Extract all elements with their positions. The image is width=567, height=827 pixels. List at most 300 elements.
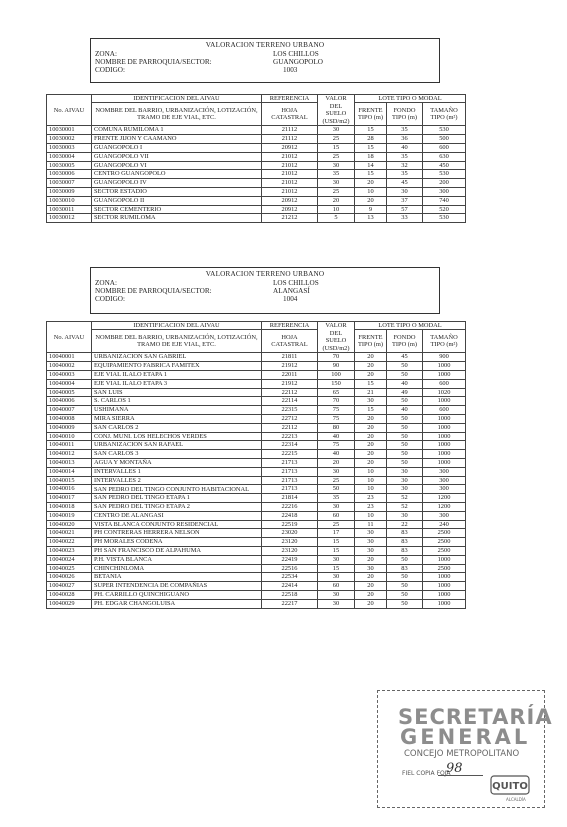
cell-valor: 30 — [318, 573, 355, 582]
cell-hoja: 21012 — [262, 161, 318, 170]
cell-hoja: 21112 — [262, 135, 318, 144]
cell-hoja: 21713 — [262, 467, 318, 476]
cell-frente: 20 — [355, 196, 387, 205]
cell-valor: 30 — [318, 555, 355, 564]
col-aivau-header: No. AIVAU — [47, 95, 92, 126]
parroquia-row — [91, 58, 439, 66]
table-row — [47, 485, 466, 494]
cell-aivau: 10040004 — [47, 379, 92, 388]
cell-frente: 20 — [355, 450, 387, 459]
cell-valor: 70 — [318, 397, 355, 406]
cell-fondo: 35 — [387, 152, 423, 161]
cell-valor: 15 — [318, 546, 355, 555]
cell-fondo: 83 — [387, 529, 423, 538]
cell-valor: 25 — [318, 520, 355, 529]
cell-tamano: 1000 — [423, 458, 466, 467]
cell-aivau: 10040017 — [47, 494, 92, 503]
cell-barrio: CENTRO DE ALANGASI — [92, 511, 262, 520]
cell-hoja: 21112 — [262, 126, 318, 135]
cell-fondo: 33 — [387, 214, 423, 223]
cell-hoja: 21912 — [262, 362, 318, 371]
cell-valor: 30 — [318, 590, 355, 599]
cell-barrio: SECTOR CEMENTERIO — [92, 205, 262, 214]
cell-fondo: 83 — [387, 546, 423, 555]
cell-frente: 10 — [355, 476, 387, 485]
cell-tamano: 600 — [423, 406, 466, 415]
cell-valor: 25 — [318, 476, 355, 485]
cell-hoja: 21212 — [262, 214, 318, 223]
cell-barrio: GUANGOPOLO I — [92, 144, 262, 153]
cell-frente: 23 — [355, 502, 387, 511]
cell-barrio: MIRA SIERRA — [92, 414, 262, 423]
cell-barrio: FRENTE JIJON Y CAAMANO — [92, 135, 262, 144]
table-row — [47, 187, 466, 196]
cell-fondo: 50 — [387, 371, 423, 380]
cell-tamano: 500 — [423, 135, 466, 144]
cell-aivau: 10030012 — [47, 214, 92, 223]
cell-valor: 15 — [318, 144, 355, 153]
stamp-line2: GENERAL — [400, 725, 531, 749]
table-row — [47, 362, 466, 371]
cell-valor: 30 — [318, 179, 355, 188]
cell-fondo: 50 — [387, 458, 423, 467]
parroquia-value: GUANGOPOLO — [273, 57, 323, 66]
table-row — [47, 546, 466, 555]
cell-fondo: 35 — [387, 126, 423, 135]
cell-barrio: PH. EDGAR CHANGOLUISA — [92, 599, 262, 608]
cell-frente: 10 — [355, 187, 387, 196]
cell-tamano: 740 — [423, 196, 466, 205]
zona-value: LOS CHILLOS — [273, 278, 319, 287]
cell-tamano: 1200 — [423, 502, 466, 511]
cell-tamano: 1020 — [423, 388, 466, 397]
cell-aivau: 10040007 — [47, 406, 92, 415]
cell-aivau: 10040016 — [47, 485, 92, 494]
cell-tamano: 200 — [423, 179, 466, 188]
cell-valor: 17 — [318, 529, 355, 538]
cell-fondo: 30 — [387, 187, 423, 196]
col-valor-header: VALOR DEL SUELO (USD/m2) — [318, 95, 355, 126]
cell-aivau: 10030010 — [47, 196, 92, 205]
cell-frente: 18 — [355, 152, 387, 161]
cell-hoja: 21713 — [262, 458, 318, 467]
cell-hoja: 21713 — [262, 476, 318, 485]
cell-aivau: 10040024 — [47, 555, 92, 564]
cell-hoja: 21912 — [262, 379, 318, 388]
cell-frente: 23 — [355, 494, 387, 503]
col-aivau-header: No. AIVAU — [47, 322, 92, 353]
cell-hoja: 23120 — [262, 538, 318, 547]
cell-valor: 40 — [318, 432, 355, 441]
cell-barrio: GUANGOPOLO VI — [92, 161, 262, 170]
codigo-label: CODIGO: — [95, 295, 125, 304]
col-frente-header: FRENTE TIPO (m) — [355, 103, 387, 126]
cell-frente: 20 — [355, 441, 387, 450]
cell-tamano: 530 — [423, 214, 466, 223]
cell-barrio: SAN CARLOS 3 — [92, 450, 262, 459]
cell-hoja: 21811 — [262, 353, 318, 362]
table-row — [47, 170, 466, 179]
cell-fondo: 35 — [387, 170, 423, 179]
cell-hoja: 22213 — [262, 432, 318, 441]
cell-frente: 10 — [355, 467, 387, 476]
cell-fondo: 22 — [387, 520, 423, 529]
table-row — [47, 467, 466, 476]
cell-tamano: 2500 — [423, 538, 466, 547]
table-row — [47, 476, 466, 485]
table-row — [47, 379, 466, 388]
cell-fondo: 50 — [387, 441, 423, 450]
cell-valor: 15 — [318, 564, 355, 573]
codigo-value: 1003 — [283, 66, 298, 75]
cell-barrio: SAN PEDRO DEL TINGO CONJUNTO HABITACIONAL — [92, 485, 262, 494]
cell-hoja: 21012 — [262, 152, 318, 161]
group-ident-header: IDENTIFICACION DEL AIVAU — [92, 95, 262, 103]
zona-label: ZONA: — [95, 49, 117, 58]
table-row — [47, 450, 466, 459]
table-row — [47, 573, 466, 582]
cell-valor: 20 — [318, 196, 355, 205]
codigo-label: CODIGO: — [95, 66, 125, 75]
cell-barrio: PH MORALES CODENA — [92, 538, 262, 547]
cell-hoja: 22534 — [262, 573, 318, 582]
cell-fondo: 50 — [387, 555, 423, 564]
cell-aivau: 10040020 — [47, 520, 92, 529]
cell-hoja: 22418 — [262, 511, 318, 520]
cell-aivau: 10040005 — [47, 388, 92, 397]
cell-hoja: 21012 — [262, 179, 318, 188]
cell-fondo: 40 — [387, 379, 423, 388]
col-barrio-header: NOMBRE DEL BARRIO, URBANIZACIÓN, LOTIZACIÓN, TRAMO DE EJE VIAL, ETC. — [92, 330, 262, 353]
zona-value: LOS CHILLOS — [273, 49, 319, 58]
cell-hoja: 21814 — [262, 494, 318, 503]
cell-tamano: 2500 — [423, 546, 466, 555]
cell-barrio: GUANGOPOLO II — [92, 196, 262, 205]
cell-tamano: 1000 — [423, 441, 466, 450]
cell-frente: 20 — [355, 353, 387, 362]
table-row — [47, 161, 466, 170]
cell-barrio: INTERVALLES 2 — [92, 476, 262, 485]
table-row — [47, 555, 466, 564]
cell-hoja: 22216 — [262, 502, 318, 511]
cell-aivau: 10040014 — [47, 467, 92, 476]
cell-frente: 20 — [355, 362, 387, 371]
cell-fondo: 83 — [387, 538, 423, 547]
cell-valor: 50 — [318, 485, 355, 494]
cell-fondo: 45 — [387, 179, 423, 188]
cell-tamano: 630 — [423, 152, 466, 161]
cell-aivau: 10030011 — [47, 205, 92, 214]
table-row — [47, 494, 466, 503]
cell-valor: 75 — [318, 441, 355, 450]
cell-frente: 20 — [355, 458, 387, 467]
cell-hoja: 20912 — [262, 205, 318, 214]
cell-barrio: VISTA BLANCA CONJUNTO RESIDENCIAL — [92, 520, 262, 529]
table-row — [47, 126, 466, 135]
section2-header — [90, 267, 440, 314]
zona-row — [91, 279, 439, 287]
cell-barrio: USHIMANA — [92, 406, 262, 415]
cell-valor: 5 — [318, 214, 355, 223]
table-row — [47, 564, 466, 573]
cell-tamano: 1000 — [423, 582, 466, 591]
cell-tamano: 1000 — [423, 590, 466, 599]
signature-line — [438, 775, 483, 776]
cell-valor: 35 — [318, 494, 355, 503]
logo-text: QUITO — [492, 781, 528, 792]
cell-fondo: 45 — [387, 353, 423, 362]
cell-hoja: 22516 — [262, 564, 318, 573]
cell-frente: 15 — [355, 406, 387, 415]
cell-frente: 20 — [355, 599, 387, 608]
cell-frente: 20 — [355, 590, 387, 599]
table-row — [47, 423, 466, 432]
cell-valor: 80 — [318, 423, 355, 432]
cell-hoja: 20912 — [262, 144, 318, 153]
cell-valor: 60 — [318, 511, 355, 520]
cell-valor: 70 — [318, 353, 355, 362]
cell-tamano: 240 — [423, 520, 466, 529]
cell-tamano: 300 — [423, 476, 466, 485]
cell-valor: 10 — [318, 205, 355, 214]
cell-hoja: 21713 — [262, 485, 318, 494]
cell-aivau: 10030005 — [47, 161, 92, 170]
table-row — [47, 406, 466, 415]
parroquia-label: NOMBRE DE PARROQUIA/SECTOR: — [95, 57, 212, 66]
cell-frente: 30 — [355, 397, 387, 406]
col-valor-header: VALOR DEL SUELO (USD/m2) — [318, 322, 355, 353]
cell-hoja: 22011 — [262, 371, 318, 380]
cell-aivau: 10040022 — [47, 538, 92, 547]
parroquia-label: NOMBRE DE PARROQUIA/SECTOR: — [95, 286, 212, 295]
section2-table — [46, 321, 466, 609]
cell-valor: 30 — [318, 502, 355, 511]
cell-fondo: 50 — [387, 450, 423, 459]
stamp-line4: FIEL COPIA FOJA — [402, 770, 451, 777]
cell-tamano: 600 — [423, 144, 466, 153]
cell-barrio: PH SAN FRANCISCO DE ALPAHUMA — [92, 546, 262, 555]
cell-aivau: 10040001 — [47, 353, 92, 362]
table-row — [47, 529, 466, 538]
cell-frente: 11 — [355, 520, 387, 529]
table-row — [47, 520, 466, 529]
cell-barrio: SAN PEDRO DEL TINGO ETAPA 1 — [92, 494, 262, 503]
cell-aivau: 10040006 — [47, 397, 92, 406]
cell-aivau: 10040025 — [47, 564, 92, 573]
cell-tamano: 530 — [423, 126, 466, 135]
table-row — [47, 144, 466, 153]
logo-sub: ALCALDÍA — [506, 797, 526, 802]
cell-tamano: 1000 — [423, 414, 466, 423]
cell-barrio: PH CONTRERAS HERRERA NELSON — [92, 529, 262, 538]
cell-tamano: 520 — [423, 205, 466, 214]
cell-fondo: 50 — [387, 573, 423, 582]
cell-frente: 9 — [355, 205, 387, 214]
cell-tamano: 300 — [423, 467, 466, 476]
zona-label: ZONA: — [95, 278, 117, 287]
cell-hoja: 21012 — [262, 187, 318, 196]
cell-hoja: 22315 — [262, 406, 318, 415]
table-row — [47, 599, 466, 608]
cell-frente: 20 — [355, 423, 387, 432]
cell-aivau: 10030001 — [47, 126, 92, 135]
cell-barrio: EJE VIAL ILALO ETAPA 1 — [92, 371, 262, 380]
cell-fondo: 83 — [387, 564, 423, 573]
cell-valor: 75 — [318, 406, 355, 415]
cell-barrio: CENTRO GUANGOPOLO — [92, 170, 262, 179]
cell-frente: 30 — [355, 564, 387, 573]
cell-hoja: 22314 — [262, 441, 318, 450]
col-hoja-header: HOJA CATASTRAL — [262, 330, 318, 353]
table-row — [47, 388, 466, 397]
cell-tamano: 1000 — [423, 450, 466, 459]
cell-tamano: 900 — [423, 353, 466, 362]
section1-rows — [47, 126, 466, 223]
cell-tamano: 2500 — [423, 529, 466, 538]
cell-hoja: 22215 — [262, 450, 318, 459]
col-fondo-header: FONDO TIPO (m) — [387, 330, 423, 353]
cell-barrio: EJE VIAL ILALO ETAPA 3 — [92, 379, 262, 388]
cell-frente: 15 — [355, 170, 387, 179]
cell-frente: 20 — [355, 582, 387, 591]
cell-frente: 13 — [355, 214, 387, 223]
secretaria-general-stamp — [377, 690, 553, 808]
cell-aivau: 10040021 — [47, 529, 92, 538]
cell-barrio: SAN CARLOS 2 — [92, 423, 262, 432]
cell-hoja: 22519 — [262, 520, 318, 529]
cell-tamano: 2500 — [423, 564, 466, 573]
cell-fondo: 40 — [387, 144, 423, 153]
cell-aivau: 10030003 — [47, 144, 92, 153]
cell-frente: 14 — [355, 161, 387, 170]
cell-fondo: 37 — [387, 196, 423, 205]
cell-fondo: 50 — [387, 432, 423, 441]
cell-aivau: 10040012 — [47, 450, 92, 459]
cell-valor: 30 — [318, 161, 355, 170]
cell-fondo: 50 — [387, 599, 423, 608]
cell-barrio: PH. CARRILLO QUINCHIGUANO — [92, 590, 262, 599]
col-fondo-header: FONDO TIPO (m) — [387, 103, 423, 126]
cell-aivau: 10040018 — [47, 502, 92, 511]
cell-hoja: 23120 — [262, 546, 318, 555]
codigo-value: 1004 — [283, 295, 298, 304]
cell-valor: 100 — [318, 371, 355, 380]
cell-valor: 20 — [318, 458, 355, 467]
cell-hoja: 22419 — [262, 555, 318, 564]
cell-hoja: 22112 — [262, 388, 318, 397]
cell-tamano: 300 — [423, 485, 466, 494]
cell-barrio: S. CARLOS 1 — [92, 397, 262, 406]
cell-valor: 60 — [318, 582, 355, 591]
stamp-line1: SECRETARÍA — [398, 705, 553, 729]
codigo-row — [91, 66, 439, 74]
cell-barrio: SECTOR ESTADIO — [92, 187, 262, 196]
cell-tamano: 600 — [423, 379, 466, 388]
codigo-row — [91, 295, 439, 303]
table-row — [47, 582, 466, 591]
cell-barrio: BETANIA — [92, 573, 262, 582]
cell-aivau: 10030009 — [47, 187, 92, 196]
table-row — [47, 135, 466, 144]
cell-fondo: 50 — [387, 590, 423, 599]
cell-valor: 15 — [318, 538, 355, 547]
cell-aivau: 10040028 — [47, 590, 92, 599]
cell-barrio: GUANGOPOLO VII — [92, 152, 262, 161]
table-row — [47, 511, 466, 520]
section1-title: VALORACION TERRENO URBANO — [205, 41, 325, 49]
cell-frente: 20 — [355, 555, 387, 564]
cell-fondo: 50 — [387, 414, 423, 423]
cell-hoja: 22112 — [262, 423, 318, 432]
cell-frente: 15 — [355, 144, 387, 153]
table-row — [47, 432, 466, 441]
cell-frente: 30 — [355, 538, 387, 547]
zona-row — [91, 50, 439, 58]
cell-aivau: 10040003 — [47, 371, 92, 380]
col-tamano-header: TAMAÑO TIPO (m²) — [423, 103, 466, 126]
parroquia-value: ALANGASÍ — [273, 286, 310, 295]
cell-tamano: 1000 — [423, 362, 466, 371]
group-ref-header: REFERENCIA — [262, 322, 318, 330]
cell-fondo: 30 — [387, 511, 423, 520]
cell-aivau: 10040010 — [47, 432, 92, 441]
table-row — [47, 397, 466, 406]
handwritten-folio: 98 — [446, 761, 463, 776]
table-row — [47, 502, 466, 511]
cell-aivau: 10040009 — [47, 423, 92, 432]
stamp-line3: CONCEJO METROPOLITANO — [404, 749, 520, 759]
cell-valor: 65 — [318, 388, 355, 397]
cell-aivau: 10040013 — [47, 458, 92, 467]
table-row — [47, 179, 466, 188]
cell-valor: 25 — [318, 152, 355, 161]
table-row — [47, 458, 466, 467]
cell-fondo: 52 — [387, 494, 423, 503]
cell-tamano: 1000 — [423, 599, 466, 608]
cell-tamano: 450 — [423, 161, 466, 170]
cell-barrio: INTERVALLES 1 — [92, 467, 262, 476]
col-tamano-header: TAMAÑO TIPO (m²) — [423, 330, 466, 353]
cell-fondo: 49 — [387, 388, 423, 397]
group-ref-header: REFERENCIA — [262, 95, 318, 103]
section1-table — [46, 94, 466, 223]
cell-hoja: 22114 — [262, 397, 318, 406]
cell-tamano: 1000 — [423, 432, 466, 441]
cell-hoja: 22518 — [262, 590, 318, 599]
group-ident-header: IDENTIFICACION DEL AIVAU — [92, 322, 262, 330]
cell-barrio: SAN LUIS — [92, 388, 262, 397]
cell-hoja: 20912 — [262, 196, 318, 205]
cell-tamano: 1000 — [423, 573, 466, 582]
cell-barrio: URBANIZACION SAN RAFAEL — [92, 441, 262, 450]
table-row — [47, 353, 466, 362]
cell-fondo: 50 — [387, 397, 423, 406]
cell-aivau: 10040023 — [47, 546, 92, 555]
section1-header — [90, 38, 440, 83]
cell-valor: 30 — [318, 467, 355, 476]
table-row — [47, 371, 466, 380]
group-lote-header: LOTE TIPO O MODAL — [355, 95, 466, 103]
col-frente-header: FRENTE TIPO (m) — [355, 330, 387, 353]
cell-valor: 30 — [318, 126, 355, 135]
cell-tamano: 1200 — [423, 494, 466, 503]
table-row — [47, 538, 466, 547]
cell-barrio: CHINCHINLOMA — [92, 564, 262, 573]
cell-aivau: 10040029 — [47, 599, 92, 608]
cell-frente: 20 — [355, 414, 387, 423]
cell-tamano: 300 — [423, 187, 466, 196]
cell-frente: 20 — [355, 432, 387, 441]
